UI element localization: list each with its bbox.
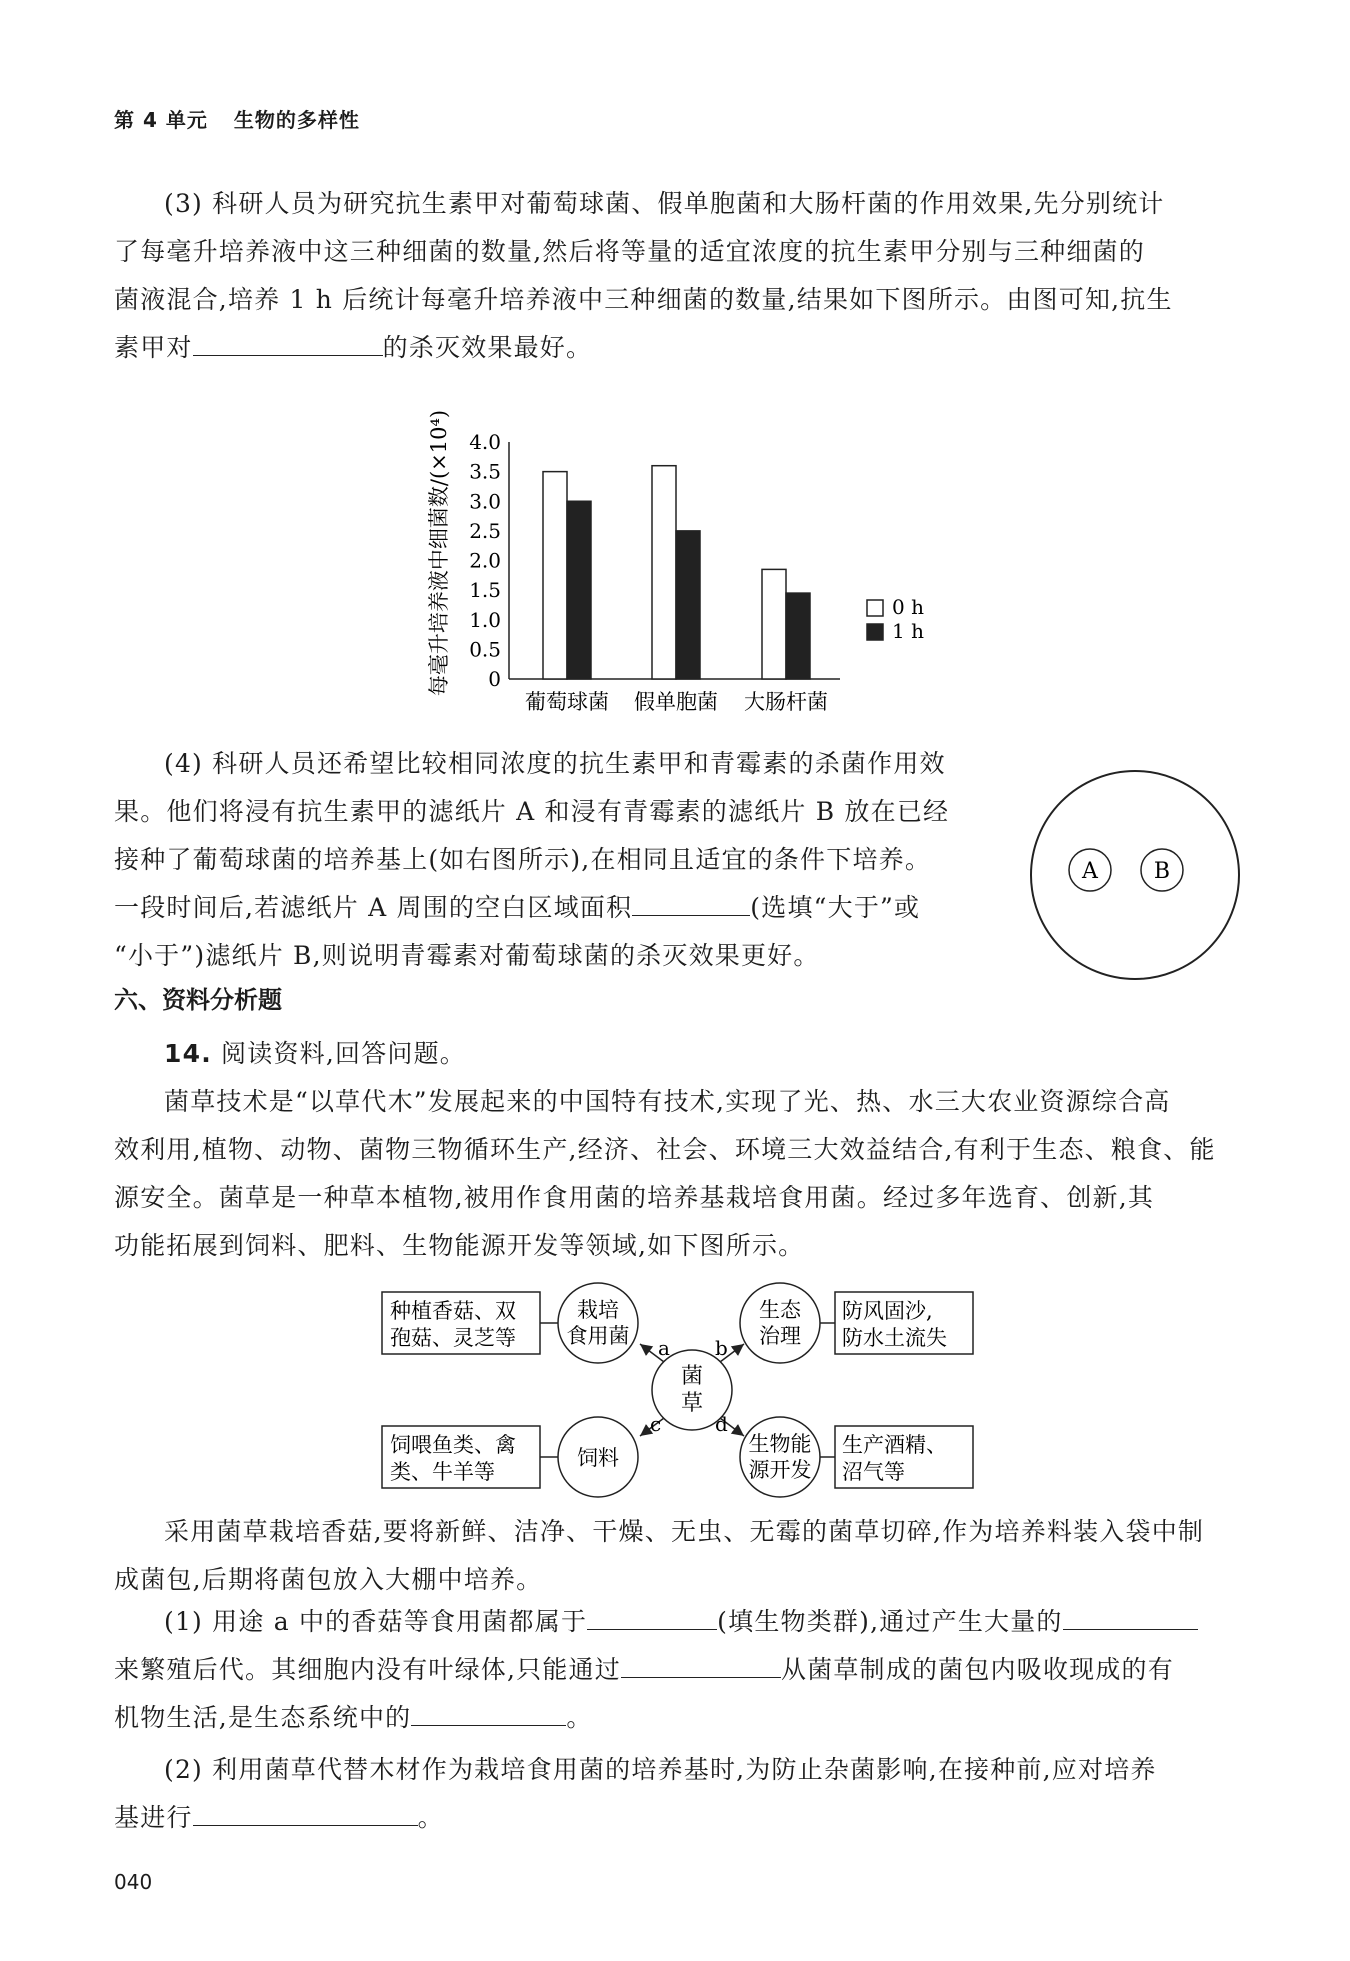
label-d: d (715, 1412, 728, 1436)
legend-swatch (867, 600, 883, 616)
q14-para-3: 源安全。菌草是一种草本植物,被用作食用菌的培养基栽培食用菌。经过多年选育、创新,其 (114, 1183, 1155, 1212)
circle-c-line-1: 饲料 (577, 1446, 619, 1470)
bar-1h (676, 531, 700, 679)
cultivation-paragraph (114, 1508, 1244, 1604)
q4-line-5: “小于”)滤纸片 B,则说明青霉素对葡萄球菌的杀灭效果更好。 (114, 941, 820, 970)
answer-blank-1c[interactable] (621, 1653, 781, 1678)
bar-0h (762, 569, 786, 679)
y-axis-label: 每毫升培养液中细菌数/(×10⁴) (427, 409, 451, 697)
sub-question-1 (114, 1598, 1244, 1742)
legend-label: 1 h (892, 619, 924, 643)
question-4 (114, 740, 1014, 980)
unit-label: 第 4 单元 (114, 108, 208, 132)
q4-text-end: (选填“大于”或 (750, 893, 921, 922)
sub2-text-2: 。 (417, 1803, 444, 1832)
q3-text-end: 的杀灭效果最好。 (382, 333, 593, 362)
y-tick-label: 0.5 (469, 637, 501, 662)
question-14 (114, 1030, 1244, 1270)
sub-question-2 (114, 1746, 1244, 1842)
q3-text: 素甲对 (114, 333, 193, 362)
y-tick-label: 3.0 (469, 489, 501, 514)
unit-title: 生物的多样性 (233, 108, 360, 132)
y-axis-ticks (469, 430, 501, 691)
label-b: b (715, 1336, 728, 1360)
x-axis-labels (525, 690, 828, 714)
label-c: c (650, 1412, 662, 1436)
x-tick-label: 葡萄球菌 (525, 690, 609, 714)
box-b-line-1: 防风固沙, (842, 1299, 933, 1323)
para2-line-2: 成菌包,后期将菌包放入大棚中培养。 (114, 1565, 543, 1594)
sub2-line-1: (2) 利用菌草代替木材作为栽培食用菌的培养基时,为防止杂菌影响,在接种前,应对培养 (164, 1755, 1157, 1784)
legend-label: 0 h (892, 595, 924, 619)
answer-blank-q4[interactable] (632, 891, 750, 916)
center-label-1: 菌 (680, 1364, 704, 1389)
box-a-line-2: 孢菇、灵芝等 (390, 1326, 516, 1350)
petri-dish-outline (1031, 771, 1239, 979)
q3-line-4 (114, 324, 1244, 372)
answer-blank-q3[interactable] (193, 331, 383, 356)
y-tick-label: 4.0 (469, 430, 501, 454)
bar-0h (652, 466, 676, 679)
bar-0h (543, 472, 567, 679)
box-c-line-2: 类、牛羊等 (390, 1460, 495, 1484)
answer-blank-1a[interactable] (587, 1605, 717, 1630)
box-c-line-1: 饲喂鱼类、禽 (390, 1433, 516, 1457)
q4-line-1: (4) 科研人员还希望比较相同浓度的抗生素甲和青霉素的杀菌作用效 (164, 749, 946, 778)
sub1-text-6: 。 (566, 1703, 593, 1732)
q4-line-2: 果。他们将浸有抗生素甲的滤纸片 A 和浸有青霉素的滤纸片 B 放在已经 (114, 797, 950, 826)
juncao-diagram (380, 1280, 980, 1500)
q14-para-4: 功能拓展到饲料、肥料、生物能源开发等领域,如下图所示。 (114, 1231, 805, 1260)
y-tick-label: 3.5 (469, 459, 501, 484)
y-tick-label: 1.5 (469, 578, 501, 603)
answer-blank-2[interactable] (193, 1801, 418, 1826)
circle-b-line-1: 生态 (759, 1298, 801, 1322)
label-a: a (658, 1336, 670, 1360)
answer-blank-1d[interactable] (411, 1701, 566, 1726)
sub1-text-3: 来繁殖后代。其细胞内没有叶绿体,只能通过 (114, 1655, 621, 1684)
x-tick-label: 假单胞菌 (634, 690, 718, 714)
sub1-text-5: 机物生活,是生态系统中的 (114, 1703, 412, 1732)
page-number: 040 (114, 1870, 153, 1894)
circle-d-line-2: 源开发 (748, 1458, 812, 1482)
chart-legend (867, 595, 924, 643)
filter-paper-a-label: A (1082, 859, 1098, 884)
y-tick-label: 1.0 (469, 607, 501, 632)
bar-1h (567, 501, 591, 679)
sub1-text-1: (1) 用途 a 中的香菇等食用菌都属于 (164, 1607, 588, 1636)
page-header (114, 104, 386, 133)
box-a-line-1: 种植香菇、双 (390, 1299, 516, 1323)
sub1-line-2 (114, 1646, 1244, 1694)
sub2-line-2 (114, 1794, 1244, 1842)
center-label-2: 草 (680, 1391, 704, 1416)
box-d-line-2: 沼气等 (842, 1460, 905, 1484)
q3-line-3: 菌液混合,培养 1 h 后统计每毫升培养液中三种细菌的数量,结果如下图所示。由图可知,抗生 (114, 285, 1173, 314)
q3-line-1: (3) 科研人员为研究抗生素甲对葡萄球菌、假单胞菌和大肠杆菌的作用效果,先分别统计 (164, 189, 1165, 218)
question-3 (114, 180, 1244, 372)
circle-b (740, 1283, 820, 1363)
sub2-text-1: 基进行 (114, 1803, 193, 1832)
bar-1h (786, 593, 810, 679)
answer-blank-1b[interactable] (1063, 1605, 1198, 1630)
q4-line-4 (114, 884, 1014, 932)
para2-line-1: 采用菌草栽培香菇,要将新鲜、洁净、干燥、无虫、无霉的菌草切碎,作为培养料装入袋中制 (164, 1517, 1205, 1546)
circle-d-line-1: 生物能 (748, 1432, 812, 1456)
sub1-line-1 (114, 1598, 1244, 1646)
bacteria-bar-chart (420, 385, 940, 725)
box-d-line-1: 生产酒精、 (842, 1433, 947, 1457)
sub1-text-2: (填生物类群),通过产生大量的 (717, 1607, 1063, 1636)
circle-a-line-1: 栽培 (577, 1298, 619, 1322)
circle-a-line-2: 食用菌 (566, 1324, 630, 1348)
q4-line-3: 接种了葡萄球菌的培养基上(如右图所示),在相同且适宜的条件下培养。 (114, 845, 932, 874)
q14-number: 14. (164, 1039, 212, 1068)
q14-prompt (114, 1030, 1244, 1078)
y-tick-label: 2.0 (469, 548, 501, 573)
q3-line-2: 了每毫升培养液中这三种细菌的数量,然后将等量的适宜浓度的抗生素甲分别与三种细菌的 (114, 237, 1145, 266)
circle-d (740, 1417, 820, 1497)
section-heading: 六、资料分析题 (114, 986, 282, 1014)
sub1-text-4: 从菌草制成的菌包内吸收现成的有 (780, 1655, 1174, 1684)
petri-dish-diagram (1025, 765, 1245, 985)
circle-a (558, 1283, 638, 1363)
q14-prompt-text: 阅读资料,回答问题。 (221, 1039, 466, 1068)
bars-group (543, 466, 810, 679)
filter-paper-b-label: B (1153, 859, 1171, 884)
y-tick-label: 2.5 (469, 518, 501, 543)
q4-text: 一段时间后,若滤纸片 A 周围的空白区域面积 (114, 893, 633, 922)
circle-b-line-2: 治理 (759, 1324, 801, 1348)
y-tick-label: 0 (488, 667, 501, 691)
box-b-line-2: 防水土流失 (842, 1326, 947, 1350)
q14-para-1: 菌草技术是“以草代木”发展起来的中国特有技术,实现了光、热、水三大农业资源综合高 (164, 1087, 1171, 1116)
sub1-line-3 (114, 1694, 1244, 1742)
q14-para-2: 效利用,植物、动物、菌物三物循环生产,经济、社会、环境三大效益结合,有利于生态、粮食、能 (114, 1135, 1216, 1164)
x-tick-label: 大肠杆菌 (744, 690, 828, 714)
legend-swatch (867, 624, 883, 640)
